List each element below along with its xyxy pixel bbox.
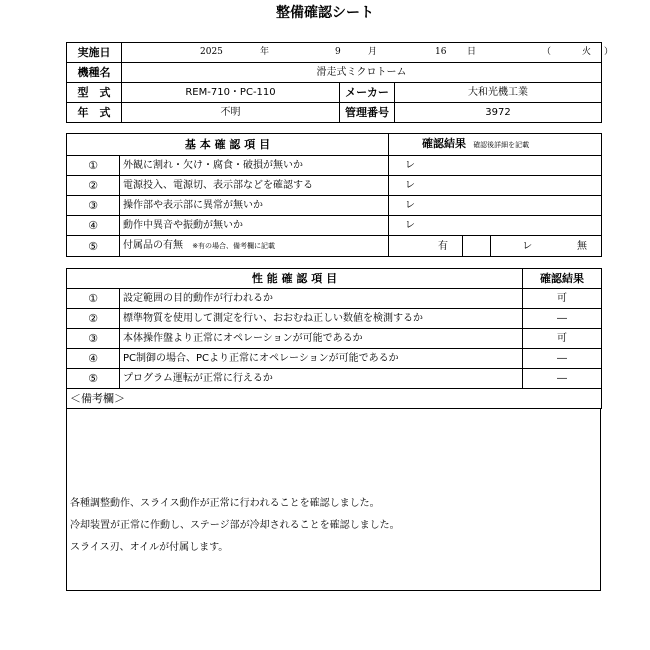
basic-item-5-cell [120, 236, 389, 257]
remarks-box [66, 408, 601, 591]
weekday-open: （ [542, 47, 552, 57]
info-table [66, 42, 614, 123]
remarks-line-1: 各種調整動作、スライス動作が正常に行われることを確認しました。 [70, 498, 380, 509]
basic-num-2: ② [67, 176, 120, 196]
basic-result-header-cell [389, 134, 602, 156]
basic-item-2: 電源投入、電源切、表示部などを確認する [120, 176, 389, 196]
maker-value: 大和光機工業 [395, 83, 602, 103]
date-label: 実施日 [67, 43, 122, 63]
year-model-value: 不明 [122, 103, 340, 123]
perf-result-3: 可 [523, 329, 602, 349]
basic-item-5-note: ※有の場合、備考欄に記載 [192, 242, 276, 250]
perf-num-1: ① [67, 289, 120, 309]
type-label: 型 式 [67, 83, 122, 103]
perf-num-2: ② [67, 309, 120, 329]
table-row [67, 369, 602, 389]
perf-item-1: 設定範囲の目的動作が行われるか [120, 289, 523, 309]
perf-num-3: ③ [67, 329, 120, 349]
mgmt-label: 管理番号 [340, 103, 395, 123]
table-row [67, 289, 602, 309]
perf-item-4: PC制御の場合、PCより正常にオペレーションが可能であるか [120, 349, 523, 369]
basic-result-2: レ [389, 176, 602, 196]
accessory-mark: レ [491, 236, 564, 257]
basic-result-3: レ [389, 196, 602, 216]
table-row [67, 216, 602, 236]
basic-num-3: ③ [67, 196, 120, 216]
perf-item-2: 標準物質を使用して測定を行い、おおむね正しい数値を検測するか [120, 309, 523, 329]
perf-result-4: ― [523, 349, 602, 369]
date-month: 9 [335, 47, 341, 57]
remarks-header: ＜備考欄＞ [67, 389, 602, 409]
date-year: 2025 [200, 47, 223, 57]
basic-check-table [66, 133, 602, 257]
basic-item-3: 操作部や表示部に異常が無いか [120, 196, 389, 216]
remarks-line-3: スライス刃、オイルが付属します。 [70, 542, 229, 553]
date-value [122, 43, 614, 63]
perf-item-3: 本体操作盤より正常にオペレーションが可能であるか [120, 329, 523, 349]
model-value: 滑走式ミクロトーム [122, 63, 602, 83]
date-day: 16 [435, 47, 447, 57]
basic-item-1: 外観に割れ・欠け・腐食・破損が無いか [120, 156, 389, 176]
basic-num-1: ① [67, 156, 120, 176]
perf-result-1: 可 [523, 289, 602, 309]
remarks-line-2: 冷却装置が正常に作動し、ステージ部が冷却されることを確認しました。 [70, 520, 400, 531]
table-row [67, 156, 602, 176]
basic-result-header: 確認結果 [422, 137, 466, 150]
perf-num-5: ⑤ [67, 369, 120, 389]
weekday-close: ） [604, 47, 614, 57]
basic-result-4: レ [389, 216, 602, 236]
performance-check-table [66, 268, 602, 409]
basic-header: 基 本 確 認 項 目 [67, 134, 389, 156]
mgmt-value: 3972 [395, 103, 602, 123]
date-year-unit: 年 [260, 47, 270, 57]
table-row [67, 196, 602, 216]
accessory-no: 無 [564, 236, 602, 257]
page-title: 整備確認シート [276, 5, 374, 21]
basic-result-note: 確認後詳細を記載 [473, 141, 530, 149]
basic-result-1: レ [389, 156, 602, 176]
maker-label: メーカー [340, 83, 395, 103]
date-day-unit: 日 [467, 47, 477, 57]
perf-result-5: ― [523, 369, 602, 389]
table-row [67, 176, 602, 196]
date-month-unit: 月 [368, 47, 378, 57]
type-value: REM-710・PC-110 [122, 83, 340, 103]
date-weekday: 火 [582, 47, 592, 57]
year-model-label: 年 式 [67, 103, 122, 123]
table-row [67, 236, 602, 257]
table-row [67, 309, 602, 329]
accessory-yes: 有 [389, 236, 463, 257]
table-row [67, 329, 602, 349]
perf-item-5: プログラム運転が正常に行えるか [120, 369, 523, 389]
perf-num-4: ④ [67, 349, 120, 369]
basic-num-4: ④ [67, 216, 120, 236]
perf-header: 性 能 確 認 項 目 [67, 269, 523, 289]
perf-result-2: ― [523, 309, 602, 329]
basic-num-5: ⑤ [67, 236, 120, 257]
model-label: 機種名 [67, 63, 122, 83]
table-row [67, 349, 602, 369]
basic-item-5: 付属品の有無 [123, 240, 183, 251]
perf-result-header: 確認結果 [523, 269, 602, 289]
basic-item-4: 動作中異音や振動が無いか [120, 216, 389, 236]
accessory-spacer [463, 236, 491, 257]
